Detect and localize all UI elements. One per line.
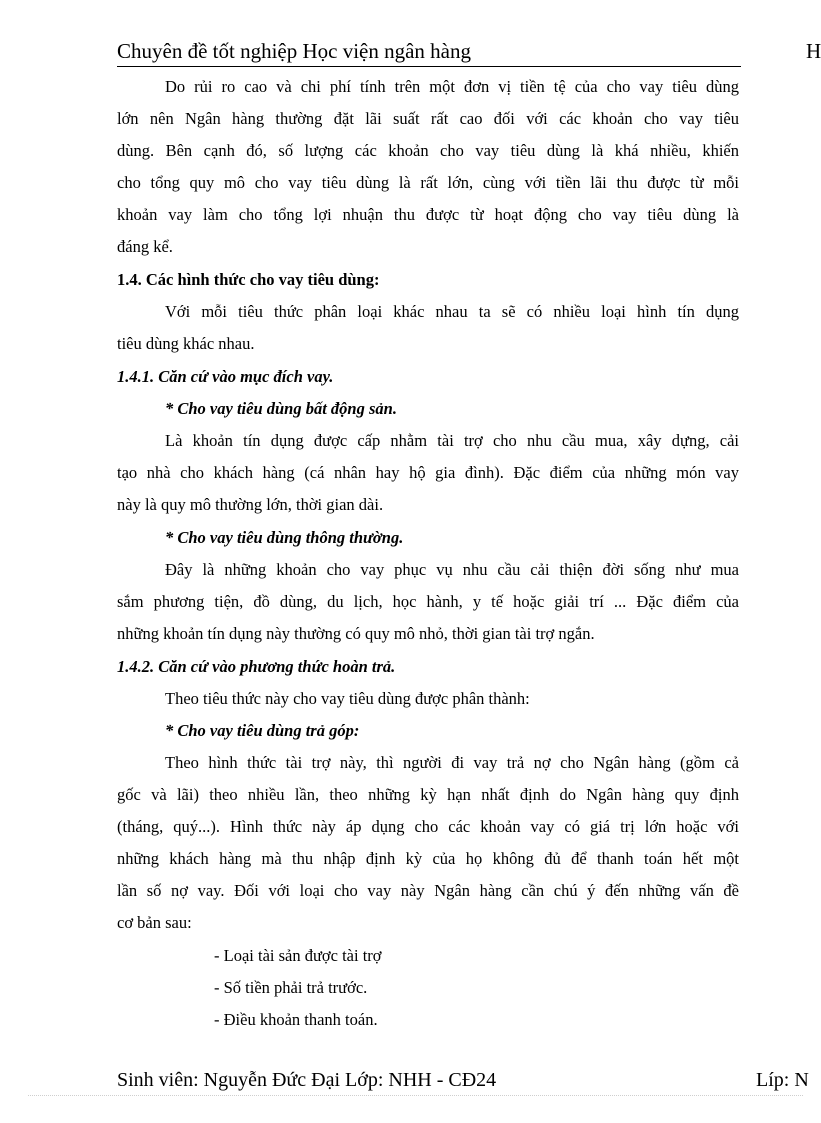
subsection-heading-1-4-1: 1.4.1. Căn cứ vào mục đích vay. xyxy=(117,367,334,386)
page-bottom-divider xyxy=(28,1095,803,1096)
paragraph-line: Đây là những khoản cho vay phục vụ nhu cầu cải thiện đời sống như mua xyxy=(165,560,739,579)
list-item: - Loại tài sản được tài trợ xyxy=(214,946,382,965)
paragraph-line: gốc và lãi) theo nhiều lần, theo những kỳ hạn nhất định do Ngân hàng quy định xyxy=(117,785,739,804)
page-header: Chuyên đề tốt nghiệp Học viện ngân hàng xyxy=(117,38,741,67)
page-footer: Sinh viên: Nguyễn Đức Đại Lớp: NHH - CĐ24 xyxy=(117,1069,497,1091)
paragraph-line: lần số nợ vay. Đối với loại cho vay này Ngân hàng cần chú ý đến những vấn đề xyxy=(117,881,739,900)
section-heading-1-4: 1.4. Các hình thức cho vay tiêu dùng: xyxy=(117,270,380,289)
paragraph-line: Theo tiêu thức này cho vay tiêu dùng được phân thành: xyxy=(165,689,530,708)
paragraph-line: những khách hàng mà thu nhập định kỳ của họ không đủ để thanh toán hết một xyxy=(117,849,739,868)
paragraph-line: cho tổng quy mô cho vay tiêu dùng là rất lớn, cùng với tiền lãi thu được từ mỗi xyxy=(117,173,739,192)
subsection-heading-1-4-2: 1.4.2. Căn cứ vào phương thức hoàn trả. xyxy=(117,657,396,676)
item-heading-installment-loan: * Cho vay tiêu dùng trả góp: xyxy=(165,721,360,740)
paragraph-line: dùng. Bên cạnh đó, số lượng các khoản cho vay tiêu dùng là khá nhiều, khiến xyxy=(117,141,739,160)
paragraph-line: Theo hình thức tài trợ này, thì người đi vay trả nợ cho Ngân hàng (gồm cả xyxy=(165,753,739,772)
paragraph-line: đáng kể. xyxy=(117,237,173,256)
paragraph-line: tiêu dùng khác nhau. xyxy=(117,334,255,353)
paragraph-line: khoản vay làm cho tổng lợi nhuận thu được từ hoạt động cho vay tiêu dùng là xyxy=(117,205,739,224)
paragraph-line: cơ bản sau: xyxy=(117,913,192,932)
item-heading-real-estate-loan: * Cho vay tiêu dùng bất động sản. xyxy=(165,399,397,418)
paragraph-line: Do rủi ro cao và chi phí tính trên một đơn vị tiền tệ của cho vay tiêu dùng xyxy=(165,77,739,96)
paragraph-line: Với mỗi tiêu thức phân loại khác nhau ta sẽ có nhiều loại hình tín dụng xyxy=(165,302,739,321)
paragraph-line: lớn nên Ngân hàng thường đặt lãi suất rất cao đối với các khoản cho vay tiêu xyxy=(117,109,739,128)
paragraph-line: Là khoản tín dụng được cấp nhằm tài trợ cho nhu cầu mua, xây dựng, cải xyxy=(165,431,739,450)
page-header-right-fragment: H xyxy=(806,39,821,63)
paragraph-line: tạo nhà cho khách hàng (cá nhân hay hộ gia đình). Đặc điểm của những món vay xyxy=(117,463,739,482)
page-footer-right-fragment: Líp: N xyxy=(756,1069,809,1091)
list-item: - Số tiền phải trả trước. xyxy=(214,978,368,997)
paragraph-line: (tháng, quý...). Hình thức này áp dụng cho các khoản vay có giá trị lớn hoặc với xyxy=(117,817,739,836)
paragraph-line: này là quy mô thường lớn, thời gian dài. xyxy=(117,495,384,514)
list-item: - Điều khoản thanh toán. xyxy=(214,1010,378,1029)
paragraph-line: những khoản tín dụng này thường có quy mô nhỏ, thời gian tài trợ ngắn. xyxy=(117,624,595,643)
paragraph-line: sắm phương tiện, đồ dùng, du lịch, học hành, y tế hoặc giải trí ... Đặc điểm của xyxy=(117,592,739,611)
item-heading-regular-consumer-loan: * Cho vay tiêu dùng thông thường. xyxy=(165,528,404,547)
